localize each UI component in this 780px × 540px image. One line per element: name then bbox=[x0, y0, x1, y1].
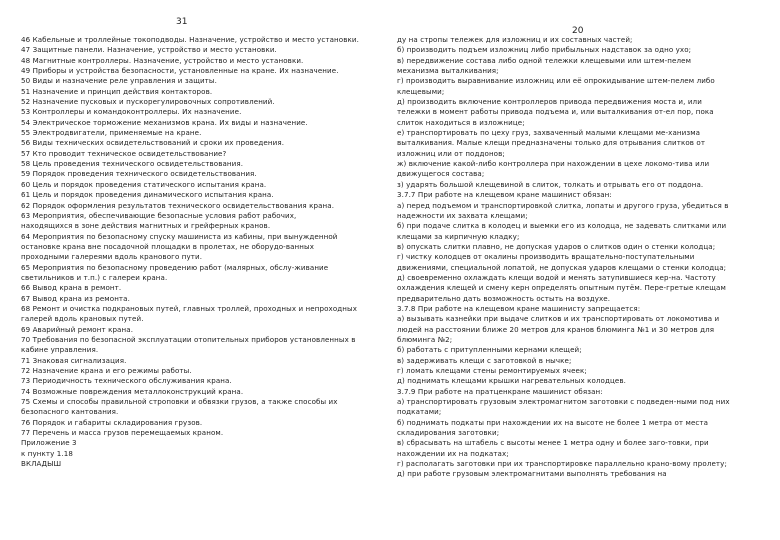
text-line: 61 Цель и порядок проведения динамического испытания крана. bbox=[21, 190, 274, 200]
text-line: 68 Ремонт и очистка подкрановых путей, главных троллей, проходных и непроходных bbox=[21, 303, 357, 313]
text-line: 66 Вывод крана в ремонт. bbox=[21, 283, 122, 293]
text-line: 67 Вывод крана из ремонта. bbox=[21, 293, 130, 303]
text-line: находящихся в зоне действия магнитных и грейферных кранов. bbox=[21, 221, 271, 231]
text-line: Приложение 3 bbox=[21, 438, 77, 448]
text-line: 59 Порядок проведения технического освидетельствования. bbox=[21, 169, 257, 179]
text-line: 47 Защитные панели. Назначение, устройство и место установки. bbox=[21, 45, 277, 55]
text-line: ВКЛАДЫШ bbox=[21, 459, 62, 469]
text-line: движениями, специальной лопатой, не допуская ударов клещами о стенки колодца; bbox=[397, 262, 727, 272]
text-line: 58 Цель проведения технического освидетельствования. bbox=[21, 159, 244, 169]
text-line: слиток находиться в изложнице; bbox=[397, 117, 525, 127]
text-line: в) опускать слитки плавно, не допуская ударов о слитков один о стенки колодца; bbox=[397, 241, 716, 251]
text-line: 69 Аварийный ремонт крана. bbox=[21, 324, 134, 334]
text-line: нахождении их на подкатах; bbox=[397, 448, 509, 458]
text-line: г) располагать заготовки при их транспортировке параллельно крано-вому пролету; bbox=[397, 459, 727, 469]
text-line: 70 Требования по безопасной эксплуатации отопительных приборов установленных в bbox=[21, 334, 356, 344]
right-page-text bbox=[397, 35, 767, 480]
text-line: 72 Назначение крана и его режимы работы. bbox=[21, 366, 192, 375]
text-line: 63 Мероприятия, обеспечивающие безопасные условия работ рабочих, bbox=[21, 210, 297, 220]
text-line: людей на расстоянии ближе 20 метров для кранов блюминга №1 и 30 метров для bbox=[397, 324, 715, 334]
text-line: безопасного кантования. bbox=[21, 407, 119, 417]
text-line: 62 Порядок оформления результатов технического освидетельствования крана. bbox=[21, 200, 335, 210]
text-line: 73 Периодичность технического обслуживания крана. bbox=[21, 376, 232, 386]
text-line: 55 Электродвигатели, применяемые на кране. bbox=[21, 128, 202, 138]
text-line: а) транспортировать грузовым электромагнитом заготовки с подведен-ными под них bbox=[397, 397, 730, 407]
page-number-right: 20 bbox=[572, 26, 584, 36]
text-line: б) работать с притупленными кернами клещей; bbox=[397, 345, 582, 355]
text-line: 52 Назначение пусковых и пускорегулировочных сопротивлений. bbox=[21, 97, 275, 107]
text-line: 49 Приборы и устройства безопасности, установленные на кране. Их назначение. bbox=[21, 66, 339, 76]
text-line: е) транспортировать по цеху груз, захваченный малыми клещами ме-ханизма bbox=[397, 128, 701, 138]
text-line: тележки в момент работы привода подъема и, или выталкивания от-ел пор, пока bbox=[397, 107, 714, 117]
text-line: 64 Мероприятия по безопасному спуску машиниста из кабины, при вынужденной bbox=[21, 231, 338, 241]
text-line: кабине управления. bbox=[21, 345, 99, 355]
text-line: ж) включение какой-либо контроллера при нахождении в цехе локомо-тива или bbox=[397, 159, 710, 169]
text-line: 74 Возможные повреждения металлоконструкций крана. bbox=[21, 386, 244, 396]
text-line: ду на стропы тележек для изложниц и их составных частей; bbox=[397, 35, 633, 44]
text-line: 51 Назначение и принцип действия контакторов. bbox=[21, 86, 213, 96]
text-line: а) перед подъемом и транспортировкой слитка, лопаты и другого груза, убедиться в bbox=[397, 200, 729, 210]
text-line: г) производить выравнивание изложниц или её опрокидывание штем-пелем либо bbox=[397, 76, 715, 86]
text-line: 60 Цель и порядок проведения статического испытания крана. bbox=[21, 179, 267, 189]
text-line: б) при подаче слитка в колодец и выемки его из колодца, не задевать слитками или bbox=[397, 221, 727, 231]
text-line: к пункту 1.18 bbox=[21, 448, 73, 458]
text-line: 48 Магнитные контроллеры. Назначение, устройство и место установки. bbox=[21, 55, 304, 65]
text-line: клещевыми; bbox=[397, 86, 445, 96]
text-line: 3.7.9 При работе на пратценкране машинист обязан: bbox=[397, 386, 603, 396]
text-line: светильников и т.п.) с галереи крана. bbox=[21, 272, 168, 282]
text-line: 53 Контроллеры и командоконтроллеры. Их назначение. bbox=[21, 107, 242, 117]
text-line: изложниц или от поддонов; bbox=[397, 148, 505, 158]
text-line: подкатами; bbox=[397, 407, 442, 417]
text-line: 3.7.8 При работе на клещевом кране машинисту запрещается: bbox=[397, 303, 641, 313]
text-line: 3.7.7 При работе на клещевом кране машинист обязан: bbox=[397, 190, 612, 200]
text-line: д) поднимать клещами крышки нагревательных колодцев. bbox=[397, 376, 627, 386]
text-line: в) передвижение состава либо одной тележки клещевыми или штем-пелем bbox=[397, 55, 692, 65]
text-line: галерей вдоль крановых путей. bbox=[21, 314, 144, 324]
text-line: проходными галереями вдоль кранового пути. bbox=[21, 252, 203, 262]
text-line: з) ударять большой клещевиной в слиток, толкать и отрывать его от поддона. bbox=[397, 179, 704, 189]
text-line: в) задерживать клещи с заготовкой в нычке; bbox=[397, 355, 572, 365]
text-line: 56 Виды технических освидетельствований и сроки их проведения. bbox=[21, 138, 285, 148]
text-line: 65 Мероприятия по безопасному проведению работ (малярных, обслу-живание bbox=[21, 262, 329, 272]
text-line: г) чистку колодцев от окалины производить вращательно-поступательными bbox=[397, 252, 695, 262]
text-line: д) производить включение контроллеров привода передвижения моста и, или bbox=[397, 97, 702, 107]
text-line: 50 Виды и назначение реле управления и защиты. bbox=[21, 76, 217, 86]
text-line: 77 Перечень и масса грузов перемещаемых краном. bbox=[21, 428, 224, 438]
text-line: 57 Кто проводит техническое освидетельствование? bbox=[21, 148, 227, 158]
text-line: а) вызывать казнейки при выдаче слитков и их транспортировать от локомотива и bbox=[397, 314, 720, 324]
text-line: складирования заготовки; bbox=[397, 428, 500, 438]
text-line: 46 Кабельные и троллейные токоподводы. Назначение, устройство и место установки. bbox=[21, 35, 359, 44]
text-line: выталкивания. Малые клещи предназначены только для отрывания слитков от bbox=[397, 138, 706, 148]
text-line: предварительно дать возможность остыть на воздухе. bbox=[397, 293, 611, 303]
text-line: 71 Знаковая сигнализация. bbox=[21, 355, 127, 365]
left-page-text bbox=[21, 35, 376, 469]
text-line: охлаждения клещей и смену керн определять опытным путём. Пере-гретые клещам bbox=[397, 283, 726, 293]
text-line: б) производить подъем изложниц либо прибыльных надставок за одно ухо; bbox=[397, 45, 692, 55]
text-line: блюминга №2; bbox=[397, 334, 453, 344]
text-line: остановке крана вне посадочной площадки в пролетах, не оборудо-ванных bbox=[21, 241, 315, 251]
text-line: 76 Порядок и габариты складирования грузов. bbox=[21, 417, 203, 427]
text-line: механизма выталкивания; bbox=[397, 66, 499, 76]
text-line: 54 Электрическое торможение механизмов крана. Их виды и назначение. bbox=[21, 117, 308, 127]
page-number-left: 31 bbox=[176, 17, 188, 27]
text-line: надежности их захвата клещами; bbox=[397, 210, 528, 220]
text-line: движущегося состава; bbox=[397, 169, 485, 179]
text-line: клещами за кирпичную кладку; bbox=[397, 231, 520, 241]
text-line: 75 Схемы и способы правильной строповки и обвязки грузов, а также способы их bbox=[21, 397, 338, 407]
text-line: г) ломать клещами стены ремонтируемых ячеек; bbox=[397, 366, 587, 375]
text-line: в) сбрасывать на штабель с высоты менее 1 метра одну и более заго-товки, при bbox=[397, 438, 709, 448]
text-line: д) своевременно охлаждать клещи водой и менять затупившиеся кер-на. Частоту bbox=[397, 272, 716, 282]
text-line: б) поднимать подкаты при нахождении их на высоте не более 1 метра от места bbox=[397, 417, 709, 427]
text-line: д) при работе грузовым электромагнитами выполнять требования на bbox=[397, 469, 667, 479]
